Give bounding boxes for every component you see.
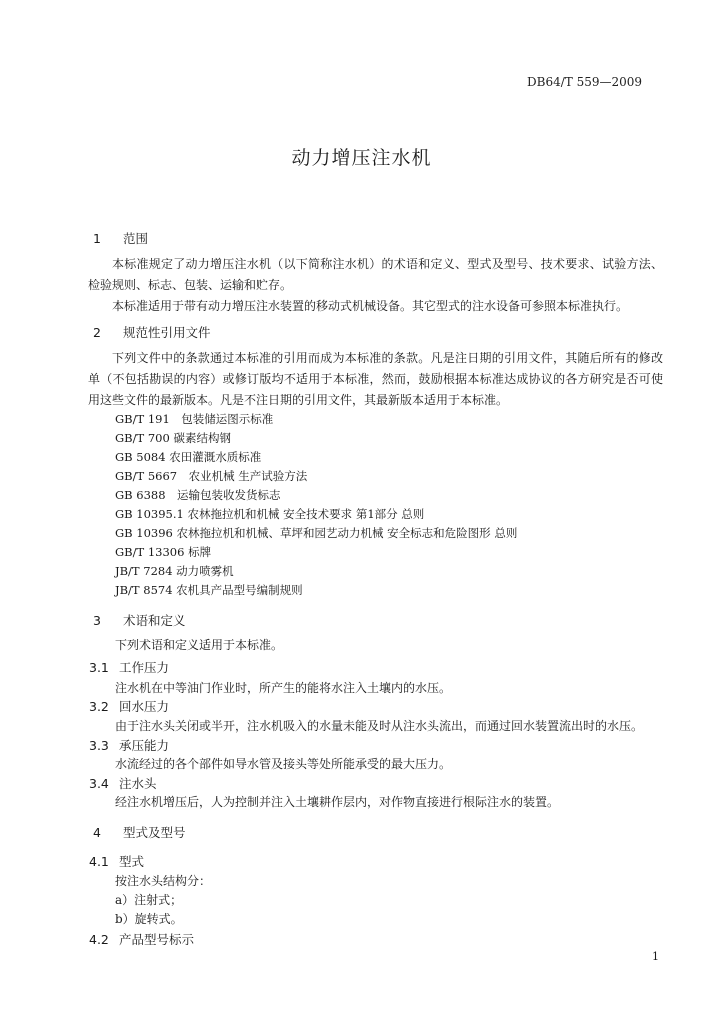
term-number: 3.3 (89, 738, 109, 753)
section-title: 规范性引用文件 (123, 325, 211, 340)
reference-item: GB/T 191 包装储运图示标准 (115, 412, 274, 426)
reference-item: GB 10396 农林拖拉机和机械、草坪和园艺动力机械 安全标志和危险图形 总则 (115, 526, 518, 540)
section-4-heading (93, 823, 186, 841)
reference-item: GB 6388 运输包装收发货标志 (115, 488, 281, 502)
text-line: 按注水头结构分： (115, 874, 212, 888)
term-definition: 经注水机增压后，人为控制并注入土壤耕作层内，对作物直接进行根际注水的装置。 (115, 795, 560, 809)
subsection-name: 型式 (119, 854, 145, 869)
reference-item: JB/T 7284 动力喷雾机 (115, 564, 234, 578)
subsection-heading (89, 930, 194, 948)
subsection-number: 4.2 (89, 932, 109, 947)
standard-code: DB64/T 559—2009 (527, 75, 643, 89)
list-item: b）旋转式。 (115, 912, 183, 926)
page-number: 1 (652, 950, 659, 963)
term-heading (89, 736, 169, 754)
term-heading (89, 658, 169, 676)
reference-item: GB/T 5667 农业机械 生产试验方法 (115, 469, 308, 483)
reference-item: GB 5084 农田灌溉水质标准 (115, 450, 262, 464)
term-number: 3.1 (89, 660, 109, 675)
section-2-heading (93, 323, 211, 341)
reference-item: GB/T 13306 标牌 (115, 545, 212, 559)
section-number: 2 (93, 325, 101, 340)
section-number: 4 (93, 825, 101, 840)
term-definition: 水流经过的各个部件如导水管及接头等处所能承受的最大压力。 (115, 757, 452, 771)
section-1-para-1: 本标准规定了动力增压注水机（以下简称注水机）的术语和定义、型式及型号、技术要求、试验方法、检验规则、标志、包装、运输和贮存。 (88, 257, 663, 292)
reference-item: GB/T 700 碳素结构钢 (115, 431, 231, 445)
section-number: 3 (93, 613, 101, 628)
reference-item: JB/T 8574 农机具产品型号编制规则 (115, 583, 303, 597)
section-1-heading (93, 229, 148, 247)
term-definition: 注水机在中等油门作业时，所产生的能将水注入土壤内的水压。 (115, 681, 452, 695)
subsection-name: 产品型号标示 (119, 932, 195, 947)
section-2-para-1: 下列文件中的条款通过本标准的引用而成为本标准的条款。凡是注日期的引用文件，其随后所有的修改单（不包括勘误的内容）或修订版均不适用于本标准，然而，鼓励根据本标准达成协议的各方研究是否可使用这些文件的最新版本。凡是不注日期的引用文件，其最新版本适用于本标准。 (88, 351, 663, 407)
section-title: 术语和定义 (123, 613, 186, 628)
section-3-intro: 下列术语和定义适用于本标准。 (115, 638, 284, 652)
subsection-heading (89, 852, 144, 870)
term-name: 工作压力 (119, 660, 170, 675)
term-name: 承压能力 (119, 738, 170, 753)
section-3-heading (93, 611, 186, 629)
term-heading (89, 697, 169, 715)
section-title: 型式及型号 (123, 825, 186, 840)
section-1-para-2: 本标准适用于带有动力增压注水装置的移动式机械设备。其它型式的注水设备可参照本标准执行。 (112, 299, 629, 313)
section-number: 1 (93, 231, 101, 246)
reference-item: GB 10395.1 农林拖拉机和机械 安全技术要求 第1部分 总则 (115, 507, 425, 521)
term-name: 回水压力 (119, 699, 170, 714)
subsection-number: 4.1 (89, 854, 109, 869)
document-title: 动力增压注水机 (291, 147, 432, 169)
term-number: 3.2 (89, 699, 109, 714)
term-number: 3.4 (89, 776, 109, 791)
list-item: a）注射式； (115, 893, 183, 907)
term-name: 注水头 (119, 776, 157, 791)
term-definition: 由于注水头关闭或半开，注水机吸入的水量未能及时从注水头流出，而通过回水装置流出时的水压。 (115, 719, 644, 733)
term-heading (89, 774, 157, 792)
section-title: 范围 (123, 231, 149, 246)
